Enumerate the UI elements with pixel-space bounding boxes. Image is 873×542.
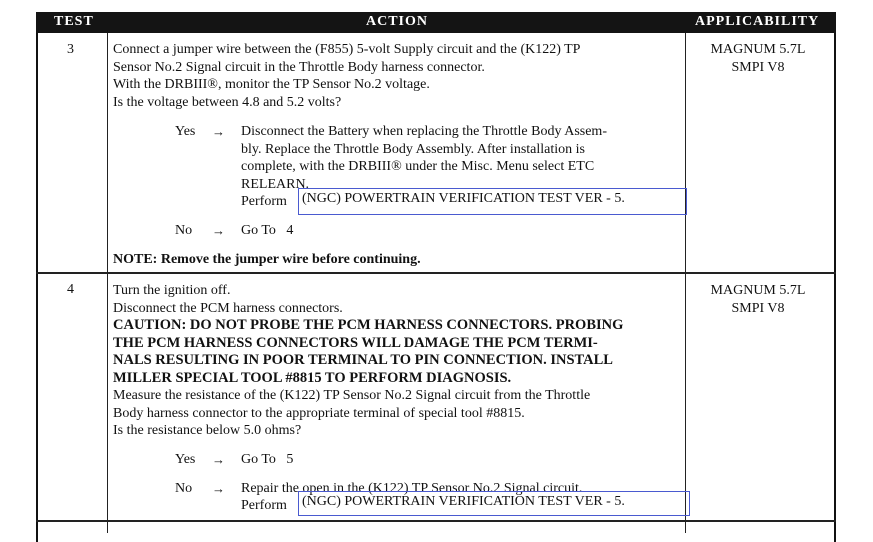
header-action: ACTION	[366, 14, 429, 29]
go-to-link[interactable]: Go To 4	[241, 223, 294, 238]
header-test: TEST	[54, 14, 94, 29]
yes-action	[241, 123, 607, 193]
action-line: bly. Replace the Throttle Body Assembly. After installation is	[241, 141, 585, 157]
test-number: 4	[67, 282, 74, 297]
applicability-line: MAGNUM 5.7L	[710, 42, 806, 57]
instruction-line: Measure the resistance of the (K122) TP Sensor No.2 Signal circuit from the Throttle	[113, 388, 591, 403]
instruction-line: Is the voltage between 4.8 and 5.2 volts?	[113, 94, 342, 110]
note: NOTE: Remove the jumper wire before continuing.	[113, 252, 421, 267]
column-divider-1	[107, 33, 108, 533]
verification-test-link[interactable]: (NGC) POWERTRAIN VERIFICATION TEST VER - 5.	[298, 491, 690, 516]
instruction-line: Sensor No.2 Signal circuit in the Throttle Body harness connector.	[113, 59, 485, 75]
row-divider	[36, 272, 836, 274]
action-line: RELEARN.	[241, 176, 310, 192]
instruction-line: Body harness connector to the appropriate terminal of special tool #8815.	[113, 405, 525, 421]
instruction-line: With the DRBIII®, monitor the TP Sensor No.2 voltage.	[113, 77, 430, 92]
row-divider-bottom	[36, 520, 836, 522]
caution-line: MILLER SPECIAL TOOL #8815 TO PERFORM DIAGNOSIS.	[113, 369, 512, 386]
go-to-link[interactable]: Go To 5	[241, 452, 294, 467]
verification-test-link[interactable]: (NGC) POWERTRAIN VERIFICATION TEST VER - 5.	[298, 188, 687, 215]
instruction-line: Disconnect the PCM harness connectors.	[113, 300, 343, 316]
column-divider-2	[685, 33, 686, 533]
instruction-line: Is the resistance below 5.0 ohms?	[113, 423, 302, 438]
yes-label: Yes	[175, 452, 196, 467]
instruction-line: Connect a jumper wire between the (F855) 5-volt Supply circuit and the (K122) TP	[113, 42, 581, 57]
caution-line: THE PCM HARNESS CONNECTORS WILL DAMAGE THE PCM TERMI-	[113, 334, 598, 351]
applicability-line: MAGNUM 5.7L	[710, 283, 806, 298]
perform-prefix: Perform	[241, 498, 287, 513]
caution	[113, 317, 623, 387]
instructions-2	[113, 387, 590, 440]
action-line: Disconnect the Battery when replacing the Throttle Body Assem-	[241, 124, 607, 139]
repair-instruction: Repair the open in the (K122) TP Sensor No.2 Signal circuit.	[241, 481, 583, 496]
no-label: No	[175, 481, 193, 496]
action-line: complete, with the DRBIII® under the Misc. Menu select ETC	[241, 159, 595, 174]
right-arrow-icon: →	[212, 481, 225, 496]
perform-prefix: Perform	[241, 194, 287, 209]
no-label: No	[175, 223, 193, 238]
applicability	[688, 282, 828, 318]
instruction-line: Turn the ignition off.	[113, 283, 231, 298]
instructions	[113, 41, 580, 111]
yes-label: Yes	[175, 124, 196, 139]
right-arrow-icon: →	[212, 223, 225, 238]
header-applicability: APPLICABILITY	[695, 14, 820, 29]
applicability	[688, 41, 828, 77]
caution-line: NALS RESULTING IN POOR TERMINAL TO PIN CONNECTION. INSTALL	[113, 352, 613, 368]
instructions	[113, 282, 343, 317]
right-arrow-icon: →	[212, 452, 225, 467]
table-header	[36, 12, 836, 33]
caution-line: CAUTION: DO NOT PROBE THE PCM HARNESS CONNECTORS. PROBING	[113, 317, 624, 333]
applicability-line: SMPI V8	[731, 60, 785, 75]
test-number: 3	[67, 42, 74, 57]
right-arrow-icon: →	[212, 124, 225, 139]
applicability-line: SMPI V8	[731, 301, 785, 316]
